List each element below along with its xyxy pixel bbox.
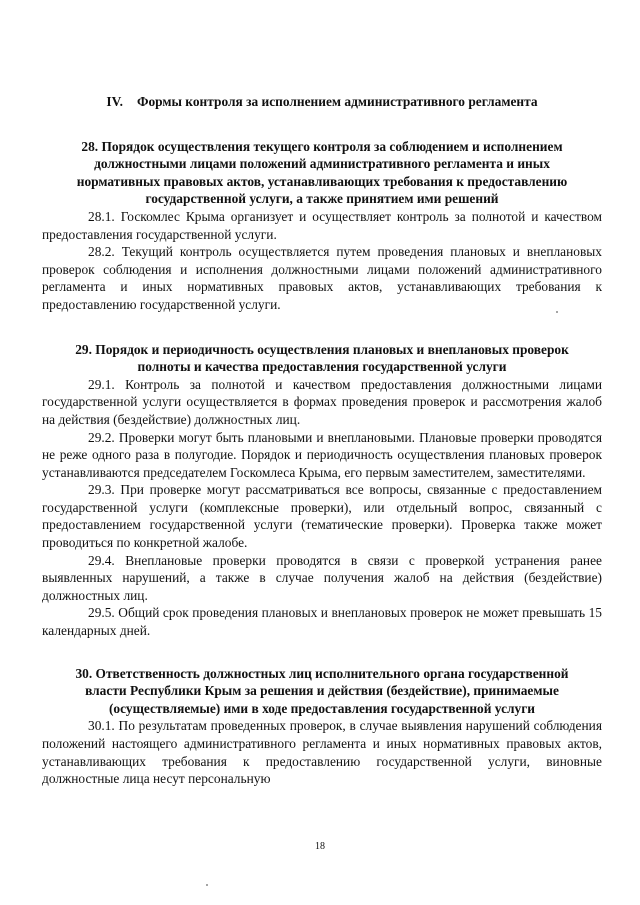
section-29 [42, 341, 602, 640]
paragraph: 29.2. Проверки могут быть плановыми и внеплановыми. Плановые проверки проводятся не реже одного раза в полугодие. Порядок и периодичность осуществления плановых проверок устанавливаются председателем Госкомлеса Крыма, его первым заместителем, заместителями. [42, 429, 602, 480]
paragraph: 28.1. Госкомлес Крыма организует и осуществляет контроль за полнотой и качеством предоставления государственной услуги. [42, 208, 602, 242]
page-number: 18 [315, 841, 325, 852]
chapter-heading [42, 93, 602, 111]
section-28 [42, 138, 602, 314]
paragraph: 29.4. Внеплановые проверки проводятся в связи с проверкой устранения ранее выявленных нарушений, а также в случае получения жалоб на действия (бездействие) должностных лиц. [42, 552, 602, 603]
paragraph: 29.3. При проверке могут рассматриваться все вопросы, связанные с предоставлением государственной услуги (комплексные проверки), или отдельный вопрос, связанный с предоставлением государственной услуги (тематические проверки). Проверка также может проводиться по конкретной жалобе. [42, 482, 602, 551]
paragraph: 30.1. По результатам проведенных проверок, в случае выявления нарушений соблюдения положений настоящего административного регламента и иных нормативных правовых актов, устанавливающих требования к предоставлению государственной услуги, виновные должностные лица несут персональную [42, 718, 602, 787]
section-heading: 29. Порядок и периодичность осуществления плановых и внеплановых проверок полноты и качества предоставления государственной услуги [75, 341, 569, 375]
section-heading: 28. Порядок осуществления текущего контроля за соблюдением и исполнением должностными лицами положений административного регламента и иных нормативных правовых актов, устанавливающих требования к предоставлению государственной услуги, а также принятием ими решений [76, 138, 568, 207]
paragraph: 29.1. Контроль за полнотой и качеством предоставления должностными лицами государственной услуги осуществляется в формах проведения проверок и рассмотрения жалоб на действия (бездействие) должностных лиц. [42, 376, 602, 427]
paragraph: 29.5. Общий срок проведения плановых и внеплановых проверок не может превышать 15 календарных дней. [42, 605, 602, 639]
scan-speck [206, 884, 208, 886]
section-30 [42, 665, 602, 788]
chapter-title: Формы контроля за исполнением административного регламента [136, 94, 538, 109]
scan-speck [556, 311, 558, 313]
section-heading: 30. Ответственность должностных лиц исполнительного органа государственной власти Республики Крым за решения и действия (бездействие), принимаемые (осуществляемые) ими в ходе предоставления государственной услуги [75, 665, 569, 716]
page-content [42, 93, 602, 788]
chapter-number: IV. [106, 94, 123, 109]
paragraph: 28.2. Текущий контроль осуществляется путем проведения плановых и внеплановых проверок соблюдения и исполнения должностными лицами положений административного регламента и иных нормативных правовых актов, устанавливающих требования к предоставлению государственной услуги. [42, 244, 602, 312]
